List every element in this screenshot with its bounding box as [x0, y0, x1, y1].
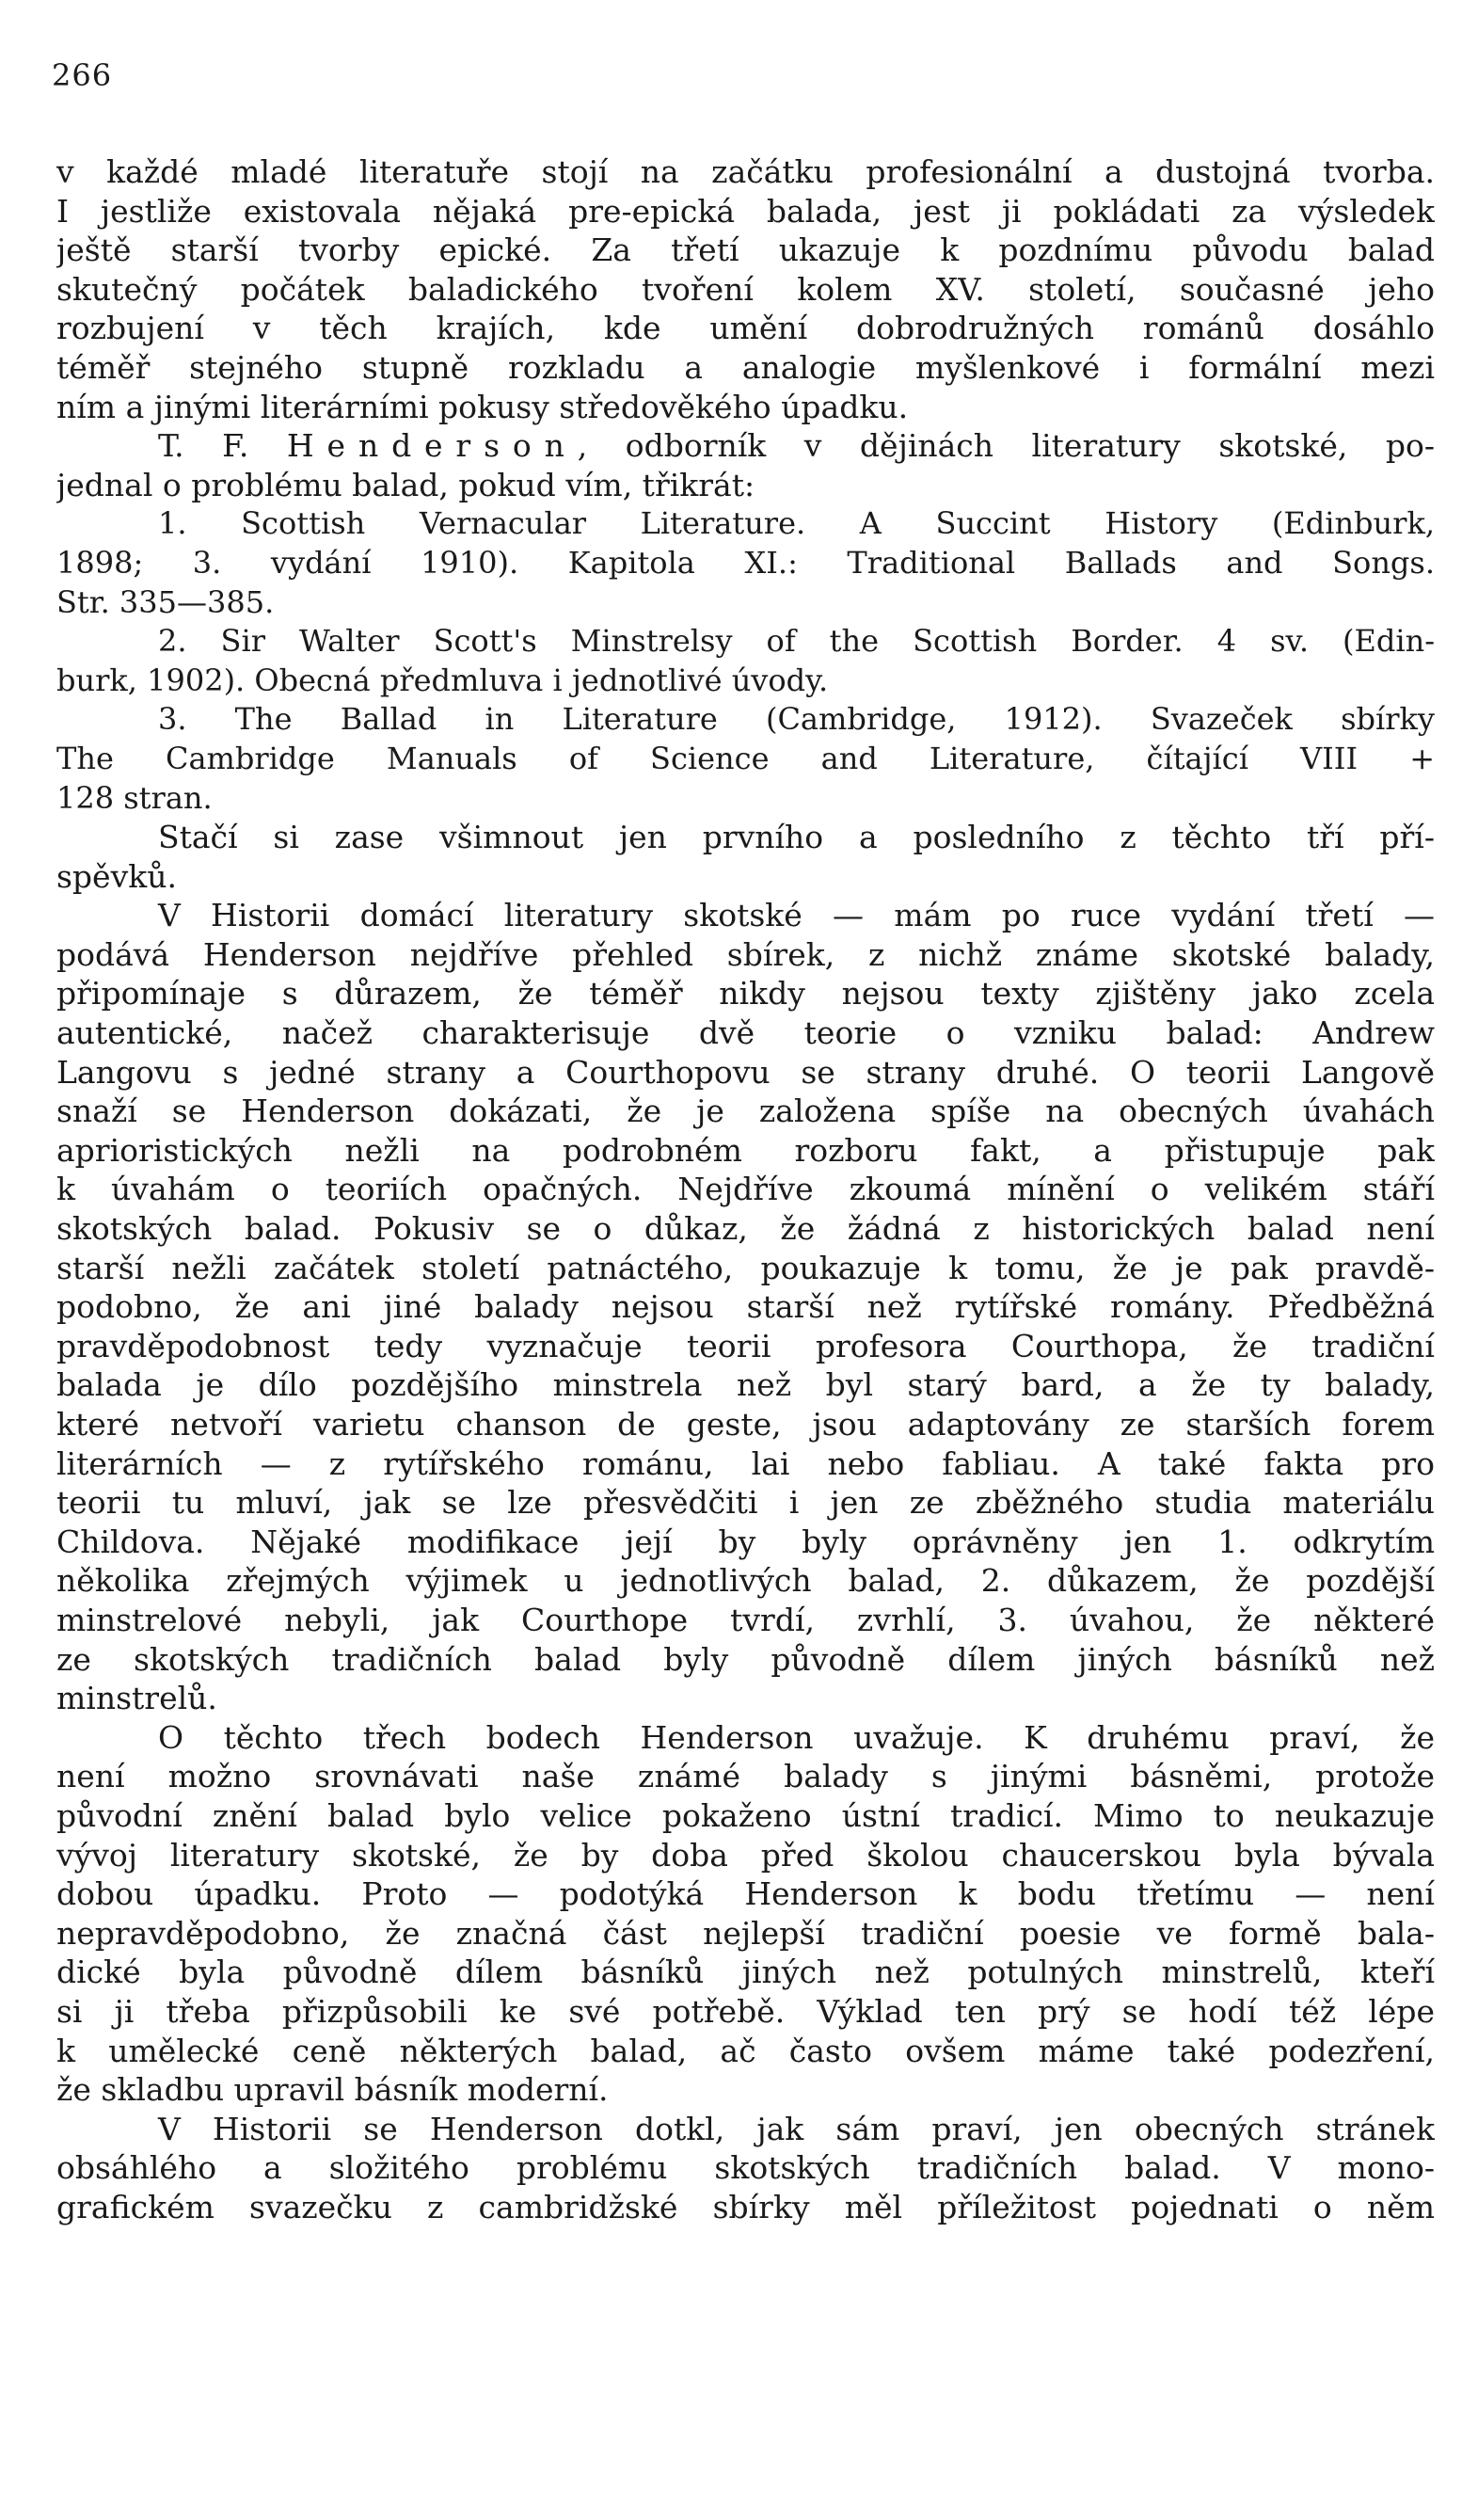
page-number: 266 [52, 57, 113, 93]
text-line: I jestliže existovala nějaká pre-epická balada, jest ji pokládati za výsledek [56, 192, 1435, 230]
text-line: které netvoří varietu chanson de geste, jsou adaptovány ze starších forem [56, 1406, 1435, 1443]
paragraph [56, 622, 1435, 700]
text-line: minstrelové nebyli, jak Courthope tvrdí, zvrhlí, 3. úvahou, že některé [56, 1601, 1435, 1638]
text-line: V Historii domácí literatury skotské — mám po ruce vydání třetí — [158, 897, 1435, 934]
text-line: skotských balad. Pokusiv se o důkaz, že žádná z historických balad není [56, 1210, 1435, 1248]
text-line: ze skotských tradičních balad byly původně dílem jiných básníků než [56, 1640, 1435, 1678]
text-line: nepravděpodobno, že značná část nejlepší tradiční poesie ve formě bala- [56, 1914, 1435, 1952]
text-line: Str. 335—385. [56, 583, 275, 620]
text-line: O těchto třech bodech Henderson uvažuje. K druhému praví, že [158, 1718, 1435, 1756]
paragraph [56, 1718, 1435, 2110]
author-name: Henderson [286, 427, 578, 465]
text-line: několika zřejmých výjimek u jednotlivých balad, 2. důkazem, že pozdější [56, 1562, 1435, 1600]
text-line: připomínaje s důrazem, že téměř nikdy nejsou texty zjištěny jako zcela [56, 975, 1435, 1013]
paragraph [56, 152, 1435, 426]
text-line: pravděpodobnost tedy vyznačuje teorii profesora Courthopa, že tradiční [56, 1327, 1435, 1364]
body-text [56, 152, 1435, 2226]
text-line: podává Henderson nejdříve přehled sbírek, z nichž známe skotské balady, [56, 935, 1435, 973]
text-line: autentické, načež charakterisuje dvě teorie o vzniku balad: Andrew [56, 1014, 1435, 1052]
text-line: k úvahám o teoriích opačných. Nejdříve zkoumá mínění o velikém stáří [56, 1171, 1435, 1208]
text-line: obsáhlého a složitého problému skotských tradičních balad. V mono- [56, 2149, 1435, 2187]
text-line: snaží se Henderson dokázati, že je založena spíše na obecných úvahách [56, 1093, 1435, 1130]
text-line: literárních — z rytířského románu, lai nebo fabliau. A také fakta pro [56, 1444, 1435, 1482]
text-line: starší nežli začátek století patnáctého, poukazuje k tomu, že je pak pravdě- [56, 1249, 1435, 1286]
paragraph [56, 818, 1435, 896]
text-line: 1. Scottish Vernacular Literature. A Succint History (Edinburk, [158, 505, 1435, 542]
text-line: rozbujení v těch krajích, kde umění dobrodružných románů dosáhlo [56, 310, 1435, 347]
text-line: původní znění balad bylo velice pokaženo ústní tradicí. Mimo to neukazuje [56, 1796, 1435, 1834]
text-line: dické byla původně dílem básníků jiných než potulných minstrelů, kteří [56, 1954, 1435, 1991]
text-line: teorii tu mluví, jak se lze přesvědčiti i jen ze zběžného studia materiálu [56, 1484, 1435, 1522]
text-line: není možno srovnávati naše známé balady s jinými básněmi, protože [56, 1758, 1435, 1795]
text-line: ještě starší tvorby epické. Za třetí ukazuje k pozdnímu původu balad [56, 231, 1435, 269]
text-line: v každé mladé literatuře stojí na začátku profesionální a dustojná tvorba. [56, 153, 1435, 190]
text-line: The Cambridge Manuals of Science and Literature, čítající VIII + [56, 740, 1435, 776]
text-line: že skladbu upravil básník moderní. [56, 2071, 609, 2109]
paragraph [56, 2110, 1435, 2227]
text-line: minstrelů. [56, 1680, 217, 1717]
text-line: T. F. Henderson, odborník v dějinách literatury skotské, po- [158, 427, 1435, 465]
paragraph [56, 426, 1435, 504]
paragraph [56, 700, 1435, 818]
text-line: si ji třeba přizpůsobili ke své potřebě. Výklad ten prý se hodí též lépe [56, 1992, 1435, 2030]
text-line: Stačí si zase všimnout jen prvního a posledního z těchto tří pří- [158, 819, 1435, 856]
text-line: podobno, že ani jiné balady nejsou starší než rytířské romány. Předběžná [56, 1288, 1435, 1326]
text-line: Childova. Nějaké modifikace její by byly oprávněny jen 1. odkrytím [56, 1523, 1435, 1560]
text-line: téměř stejného stupně rozkladu a analogie myšlenkové i formální mezi [56, 348, 1435, 386]
text-line: 1898; 3. vydání 1910). Kapitola XI.: Traditional Ballads and Songs. [56, 544, 1435, 581]
text-line: grafickém svazečku z cambridžské sbírky měl příležitost pojednati o něm [56, 2188, 1435, 2225]
text-line: skutečný počátek baladického tvoření kolem XV. století, současné jeho [56, 270, 1435, 308]
paragraph [56, 504, 1435, 622]
text-line: burk, 1902). Obecná předmluva i jednotlivé úvody. [56, 662, 829, 698]
paragraph [56, 896, 1435, 1717]
text-line: jednal o problému balad, pokud vím, třikrát: [56, 466, 755, 503]
text-line: Langovu s jedné strany a Courthopovu se strany druhé. O teorii Langově [56, 1053, 1435, 1091]
text-line: vývoj literatury skotské, že by doba před školou chaucerskou byla bývala [56, 1836, 1435, 1874]
text-line: 2. Sir Walter Scott's Minstrelsy of the Scottish Border. 4 sv. (Edin- [158, 623, 1435, 660]
text-line: ním a jinými literárními pokusy středověkého úpadku. [56, 388, 909, 425]
text-line: dobou úpadku. Proto — podotýká Henderson k bodu třetímu — není [56, 1875, 1435, 1913]
text-line: 3. The Ballad in Literature (Cambridge, 1912). Svazeček sbírky [158, 701, 1435, 738]
text-line: 128 stran. [56, 779, 213, 816]
text-line: spěvků. [56, 857, 177, 895]
text-line: aprioristických nežli na podrobném rozboru fakt, a přistupuje pak [56, 1131, 1435, 1169]
text-line: V Historii se Henderson dotkl, jak sám praví, jen obecných stránek [158, 2110, 1435, 2147]
text-line: balada je dílo pozdějšího minstrela než byl starý bard, a že ty balady, [56, 1366, 1435, 1404]
text-line: k umělecké ceně některých balad, ač často ovšem máme také podezření, [56, 2032, 1435, 2069]
